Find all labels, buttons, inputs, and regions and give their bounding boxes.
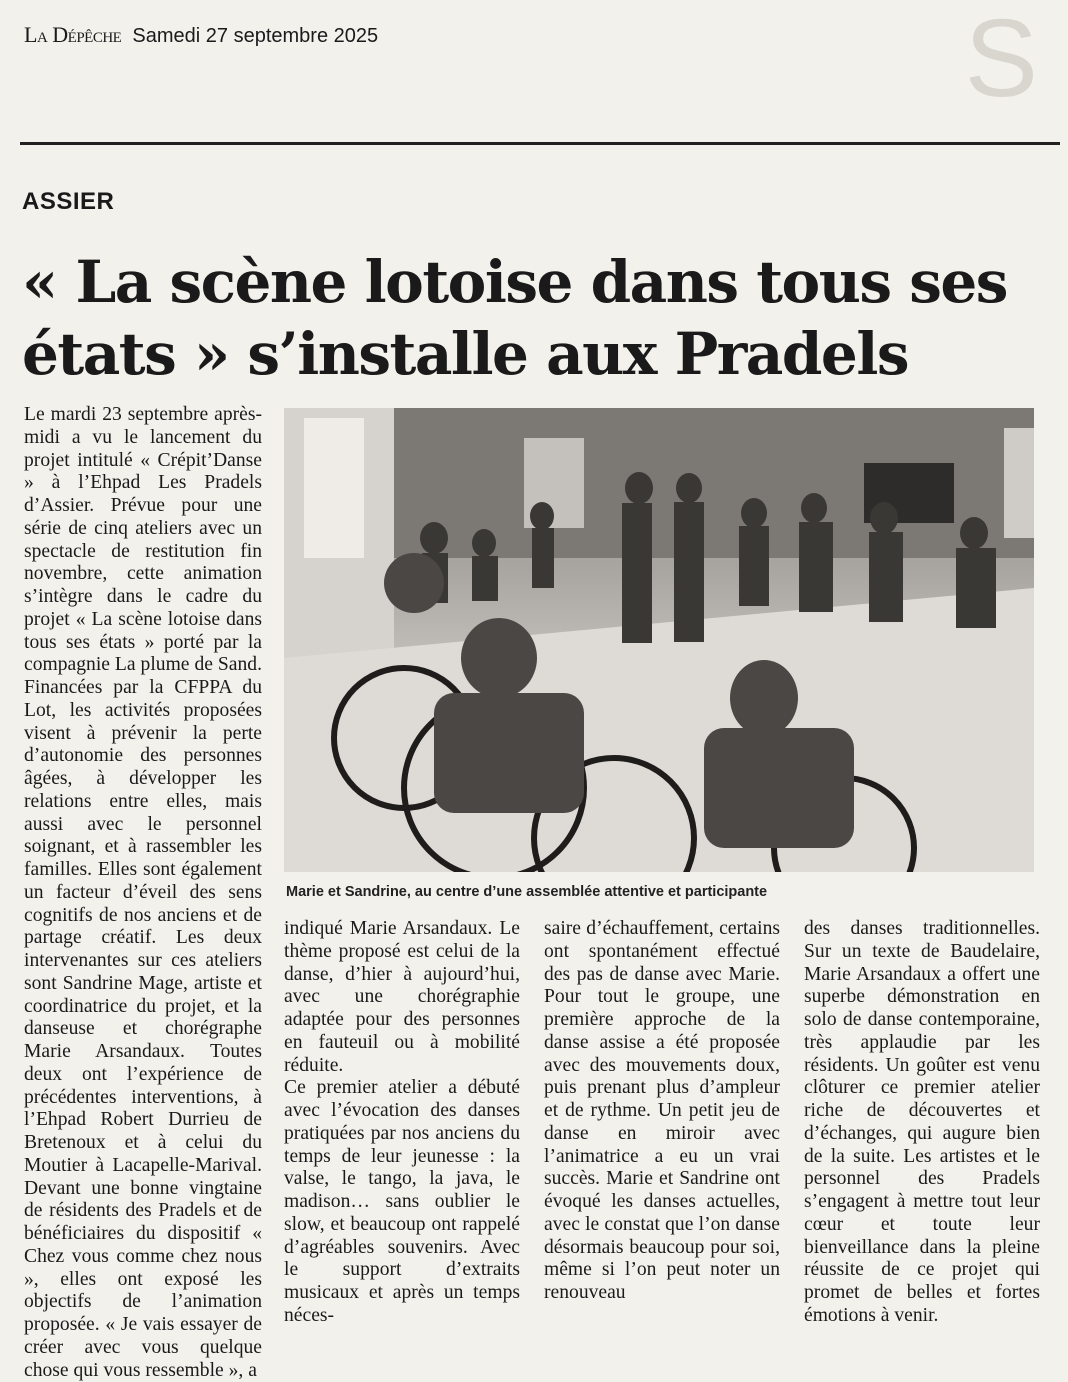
photo-illustration — [284, 408, 1034, 872]
photo-caption: Marie et Sandrine, au centre d’une assemblée attentive et participante — [286, 884, 768, 900]
article-column-4 — [804, 918, 1040, 1328]
paragraph: saire d’échauffement, certains ont spontanément effectué des pas de danse avec Marie. Pour tout le groupe, une première approche de la danse assise a été proposée avec des mouvements doux, puis prenant plus d’ampleur et de rythme. Un petit jeu de danse en miroir avec l’animatrice a eu un vrai succès. Marie et Sandrine ont évoqué les danses actuelles, avec le constat que l’on danse désormais beaucoup pour soi, même si l’on peut noter un renouveau — [544, 918, 780, 1303]
section-rubric: ASSIER — [22, 188, 115, 215]
masthead — [24, 22, 964, 62]
newspaper-brand: La Dépêche — [24, 22, 122, 47]
article-headline: « La scène lotoise dans tous ses états » s’installe aux Pradels — [22, 248, 1007, 388]
article-photo — [284, 408, 1034, 872]
article-column-2 — [284, 918, 520, 1328]
paragraph: Ce premier atelier a débuté avec l’évocation des danses pratiquées par nos anciens du temps de leur jeunesse : la valse, le tango, la java, le madison… sans oublier le slow, et beaucoup ont rappelé d’agréables souvenirs. Avec le support d’extraits musicaux et après un temps néces- — [284, 1077, 520, 1326]
header-rule — [20, 142, 1060, 145]
paragraph: Le mardi 23 septembre après-midi a vu le lancement du projet intitulé « Crépit’Danse » à l’Ehpad Les Pradels d’Assier. Prévue pour une série de cinq ateliers avec un spectacle de restitution fin novembre, cette animation s’intègre dans le cadre du projet « La scène lotoise dans tous ses états » porté par la compagnie La plume de Sand. Financées par la CFPPA du Lot, les activités proposées visent à prévenir la perte d’autonomie des personnes âgées, à développer les relations entre elles, mais aussi avec le personnel soignant, et à rassembler les familles. Elles sont également un facteur d’éveil des sens cognitifs de nos anciens et de partage créatif. Les deux intervenantes sur ces ateliers sont Sandrine Mage, artiste et coordinatrice du projet, et la danseuse et chorégraphe Marie Arsandaux. Toutes deux ont l’expérience de précédentes interventions, à l’Ehpad Robert Durrieu de Bretenoux et à celui du Moutier à Lacapelle-Marival. Devant une bonne vingtaine de résidents des Pradels et de bénéficiaires du dispositif « Chez vous comme chez nous », elles ont exposé les objectifs de l’animation proposée. « Je vais essayer de créer avec vous quelque chose qui vous ressemble », a — [24, 404, 262, 1381]
article-column-3 — [544, 918, 780, 1305]
issue-date: Samedi 27 septembre 2025 — [132, 25, 379, 47]
article-column-1 — [24, 404, 262, 1382]
bleed-through-glyph: S — [964, 0, 1038, 120]
paragraph: indiqué Marie Arsandaux. Le thème proposé est celui de la danse, d’hier à aujourd’hui, avec une chorégraphie adaptée pour des personnes en fauteuil ou à mobilité réduite. — [284, 918, 520, 1076]
paragraph: des danses traditionnelles. Sur un texte de Baudelaire, Marie Arsandaux a offert une superbe démonstration en solo de danse contemporaine, très applaudie par les résidents. Un goûter est venu clôturer ce premier atelier riche de découvertes et d’échanges, qui augure bien de la suite. Les artistes et le personnel des Pradels s’engagent à mettre tout leur cœur et toute leur bienveillance dans la pleine réussite de ce projet qui promet de belles et fortes émotions à venir. — [804, 918, 1040, 1326]
